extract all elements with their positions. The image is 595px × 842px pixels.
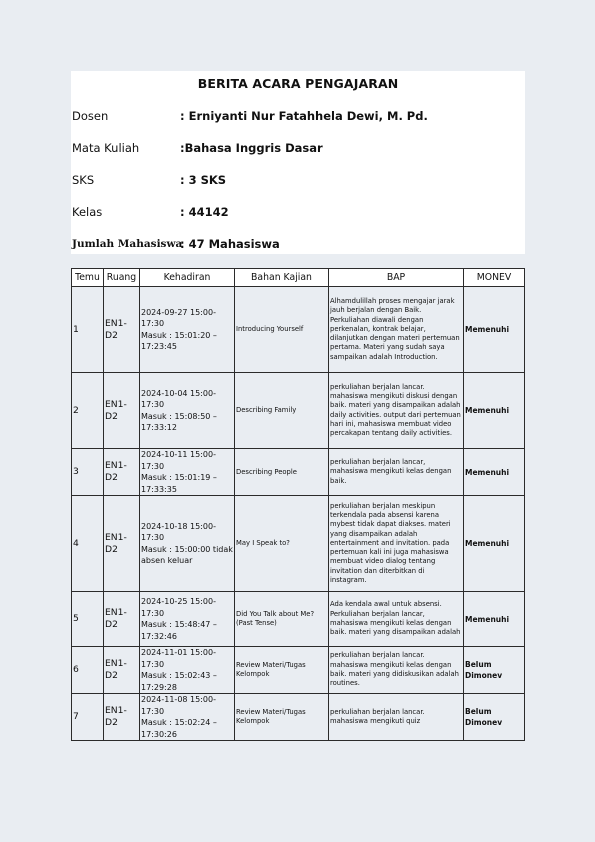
table-header-row [72, 269, 525, 287]
attendance-schedule: 2024-10-25 15:00-17:30 [141, 597, 216, 618]
column-header-temu: Temu [72, 269, 104, 287]
attendance-schedule: 2024-10-04 15:00-17:30 [141, 388, 216, 409]
cell-kehadiran [140, 287, 235, 373]
cell-bap: perkuliahan berjalan lancar, mahasiswa mengikuti kelas dengan baik. [329, 449, 464, 496]
cell-temu: 3 [72, 449, 104, 496]
info-row-mata-kuliah [72, 141, 524, 157]
cell-bahan-kajian: May I Speak to? [235, 496, 329, 592]
table-row [72, 647, 525, 694]
cell-bap: perkuliahan berjalan meskipun terkendala pada absensi karena mybest tidak dapat diakses. materi yang disampaikan adalah entertainment and invitation. pada pertemuan kali ini juga mahasiswa membuat video dialog tentang invitation dan diterbitkan di instagram. [329, 496, 464, 592]
attendance-schedule: 2024-11-08 15:00-17:30 [141, 695, 216, 716]
attendance-checkin: Masuk : 15:00:00 tidak absen keluar [141, 544, 233, 565]
table-row [72, 694, 525, 741]
info-label: Jumlah Mahasiswa [72, 238, 183, 250]
cell-bahan-kajian: Describing Family [235, 373, 329, 449]
cell-ruang: EN1-D2 [104, 694, 140, 741]
cell-ruang: EN1-D2 [104, 592, 140, 647]
cell-kehadiran [140, 373, 235, 449]
cell-ruang: EN1-D2 [104, 496, 140, 592]
info-row-sks [72, 173, 524, 189]
table-row [72, 373, 525, 449]
table-row [72, 496, 525, 592]
info-row-dosen [72, 109, 524, 125]
cell-temu: 7 [72, 694, 104, 741]
cell-temu: 5 [72, 592, 104, 647]
info-value: : 47 Mahasiswa [180, 237, 280, 251]
attendance-schedule: 2024-11-01 15:00-17:30 [141, 648, 216, 669]
cell-ruang: EN1-D2 [104, 449, 140, 496]
column-header-bahan-kajian: Bahan Kajian [235, 269, 329, 287]
column-header-ruang: Ruang [104, 269, 140, 287]
document-title: BERITA ACARA PENGAJARAN [197, 76, 399, 91]
cell-monev: Belum Dimonev [464, 647, 525, 694]
cell-temu: 4 [72, 496, 104, 592]
cell-temu: 6 [72, 647, 104, 694]
cell-monev: Belum Dimonev [464, 694, 525, 741]
attendance-checkin: Masuk : 15:01:20 – 17:23:45 [141, 330, 217, 351]
cell-monev: Memenuhi [464, 592, 525, 647]
cell-bahan-kajian: Introducing Yourself [235, 287, 329, 373]
table-row [72, 592, 525, 647]
info-value: : 44142 [180, 205, 229, 219]
attendance-schedule: 2024-10-11 15:00-17:30 [141, 450, 216, 471]
cell-bap: perkuliahan berjalan lancar. mahasiswa mengikuti quiz [329, 694, 464, 741]
cell-monev: Memenuhi [464, 287, 525, 373]
info-value: : Erniyanti Nur Fatahhela Dewi, M. Pd. [180, 109, 428, 123]
cell-bap: perkuliahan berjalan lancar. mahasiswa mengikuti kelas dengan baik. materi yang didiskusikan adalah routines. [329, 647, 464, 694]
attendance-checkin: Masuk : 15:48:47 – 17:32:46 [141, 620, 217, 641]
info-label: Dosen [72, 109, 109, 123]
report-header [71, 71, 525, 254]
cell-kehadiran [140, 496, 235, 592]
cell-bahan-kajian: Describing People [235, 449, 329, 496]
column-header-monev: MONEV [464, 269, 525, 287]
attendance-schedule: 2024-10-18 15:00-17:30 [141, 521, 216, 542]
attendance-checkin: Masuk : 15:08:50 – 17:33:12 [141, 411, 217, 432]
cell-ruang: EN1-D2 [104, 647, 140, 694]
cell-monev: Memenuhi [464, 496, 525, 592]
cell-ruang: EN1-D2 [104, 287, 140, 373]
info-label: Mata Kuliah [72, 141, 140, 155]
cell-bahan-kajian: Did You Talk about Me? (Past Tense) [235, 592, 329, 647]
info-value: :Bahasa Inggris Dasar [180, 141, 323, 155]
table-row [72, 449, 525, 496]
cell-bap: Alhamdulillah proses mengajar jarak jauh berjalan dengan Baik. Perkuliahan diawali dengan perkenalan, kontrak belajar, dilanjutkan dengan materi pertemuan pertama. Materi yang sudah saya sampaikan adalah Introduction. [329, 287, 464, 373]
info-label: Kelas [72, 205, 103, 219]
cell-bap: Ada kendala awal untuk absensi. Perkuliahan berjalan lancar, mahasiswa mengikuti kelas dengan baik. materi yang disampaikan adalah [329, 592, 464, 647]
attendance-checkin: Masuk : 15:01:19 – 17:33:35 [141, 473, 217, 494]
cell-kehadiran [140, 647, 235, 694]
table-row [72, 287, 525, 373]
attendance-checkin: Masuk : 15:02:24 – 17:30:26 [141, 718, 217, 739]
cell-kehadiran [140, 694, 235, 741]
attendance-checkin: Masuk : 15:02:43 – 17:29:28 [141, 671, 217, 692]
column-header-kehadiran: Kehadiran [140, 269, 235, 287]
cell-temu: 2 [72, 373, 104, 449]
column-header-bap: BAP [329, 269, 464, 287]
info-value: : 3 SKS [180, 173, 227, 187]
cell-monev: Memenuhi [464, 449, 525, 496]
cell-kehadiran [140, 592, 235, 647]
cell-ruang: EN1-D2 [104, 373, 140, 449]
info-label: SKS [72, 173, 95, 187]
cell-bahan-kajian: Review Materi/Tugas Kelompok [235, 647, 329, 694]
cell-bahan-kajian: Review Materi/Tugas Kelompok [235, 694, 329, 741]
info-row-kelas [72, 205, 524, 221]
cell-monev: Memenuhi [464, 373, 525, 449]
attendance-schedule: 2024-09-27 15:00-17:30 [141, 307, 216, 328]
info-row-jumlah-mahasiswa [72, 237, 524, 253]
cell-kehadiran [140, 449, 235, 496]
bap-table [71, 268, 525, 741]
cell-bap: perkuliahan berjalan lancar. mahasiswa mengikuti diskusi dengan baik. materi yang disampaikan adalah daily activities. output dari pertemuan hari ini, mahasiswa membuat video percakapan tentang daily activities. [329, 373, 464, 449]
cell-temu: 1 [72, 287, 104, 373]
